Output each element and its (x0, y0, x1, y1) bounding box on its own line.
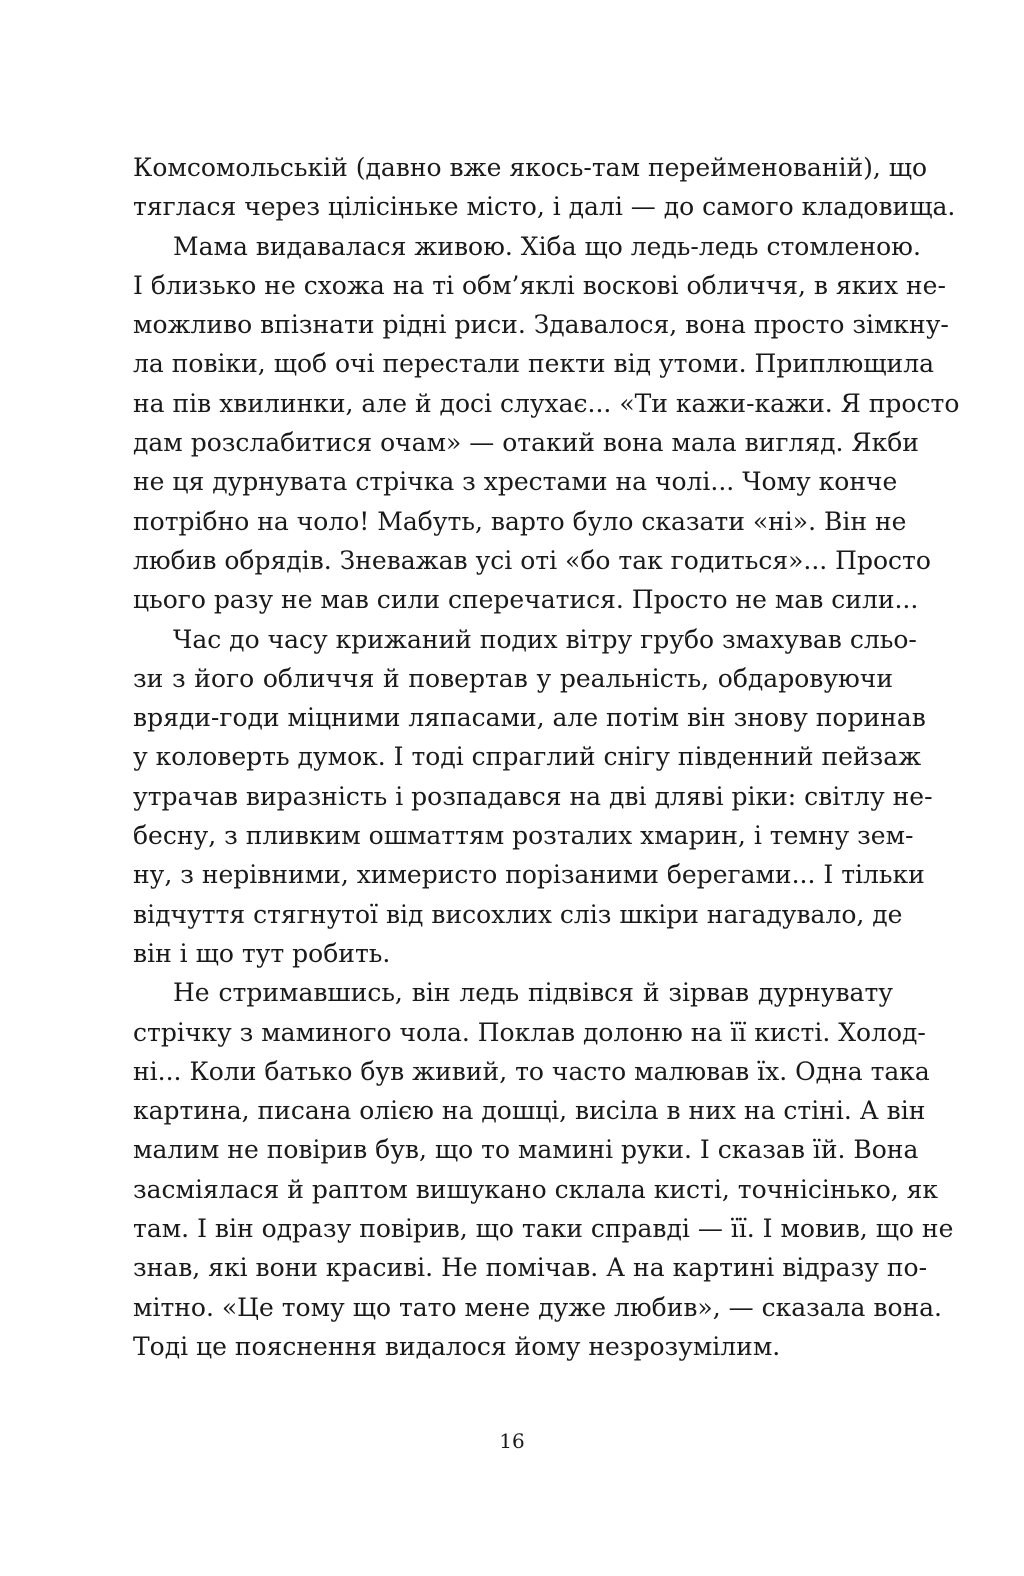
text-line: картина, писана олією на дошці, висіла в них на стіні. А він (133, 1096, 926, 1126)
text-line: ла повіки, щоб очі перестали пекти від утоми. Приплющила (133, 349, 934, 379)
text-line: він і що тут робить. (133, 938, 391, 968)
text-line: дам розслабитися очам» — отакий вона мала вигляд. Якби (133, 428, 919, 458)
paragraph-4 (133, 973, 954, 1366)
text-line: відчуття стягнутої від висохлих сліз шкіри нагадувало, де (133, 899, 903, 929)
text-line: зи з його обличчя й повертав у реальність, обдаровуючи (133, 663, 893, 693)
text-line: засміялася й раптом вишукано склала кисті, точнісінько, як (133, 1174, 939, 1204)
text-line: малим не повірив був, що то мамині руки. І сказав їй. Вона (133, 1135, 919, 1165)
text-line: цього разу не мав сили сперечатися. Просто не мав сили... (133, 585, 919, 615)
text-line: мітно. «Це тому що тато мене дуже любив», — сказала вона. (133, 1292, 943, 1322)
text-line: І близько не схожа на ті обм’яклі воскові обличчя, в яких не- (133, 270, 946, 300)
text-line: ні... Коли батько був живий, то часто малював їх. Одна така (133, 1056, 930, 1086)
text-line: не ця дурнувата стрічка з хрестами на чолі... Чому конче (133, 467, 898, 497)
text-line: Не стримавшись, він ледь підвівся й зірвав дурнувату (173, 978, 893, 1008)
body-text (133, 148, 960, 1366)
text-line: вряди-годи міцними ляпасами, але потім він знову поринав (133, 703, 926, 733)
text-line: Мама видавалася живою. Хіба що ледь-ледь стомленою. (173, 231, 921, 261)
text-line: Тоді це пояснення видалося йому незрозумілим. (133, 1331, 781, 1361)
text-line: бесну, з пливким ошматтям розталих хмарин, і темну зем- (133, 821, 914, 851)
text-line: любив обрядів. Зневажав усі оті «бо так годиться»... Просто (133, 545, 931, 575)
text-line: Комсомольській (давно вже якось-там перейменованій), що (133, 153, 928, 182)
paragraph-1 (133, 148, 956, 227)
text-line: у коловерть думок. І тоді спраглий снігу південний пейзаж (133, 742, 922, 772)
text-line: ну, з нерівними, химеристо порізаними берегами... І тільки (133, 860, 925, 890)
text-line: Час до часу крижаний подих вітру грубо змахував сльо- (173, 624, 917, 654)
text-line: на пів хвилинки, але й досі слухає... «Ти кажи-кажи. Я просто (133, 388, 960, 418)
text-line: потрібно на чоло! Мабуть, варто було сказати «ні». Він не (133, 506, 907, 536)
text-line: там. І він одразу повірив, що таки справді — її. І мовив, що не (133, 1214, 954, 1244)
text-line: знав, які вони красиві. Не помічав. А на картині відразу по- (133, 1253, 928, 1283)
text-line: утрачав виразність і розпадався на дві дляві ріки: світлу не- (133, 781, 933, 811)
text-line: тяглася через цілісіньке місто, і далі — до самого кладовища. (133, 192, 956, 222)
page-number: 16 (499, 1429, 525, 1453)
paragraph-2 (133, 227, 960, 620)
paragraph-3 (133, 620, 933, 974)
text-line: стрічку з маминого чола. Поклав долоню на її кисті. Холод- (133, 1017, 926, 1047)
text-line: можливо впізнати рідні риси. Здавалося, вона просто зімкну- (133, 310, 949, 340)
